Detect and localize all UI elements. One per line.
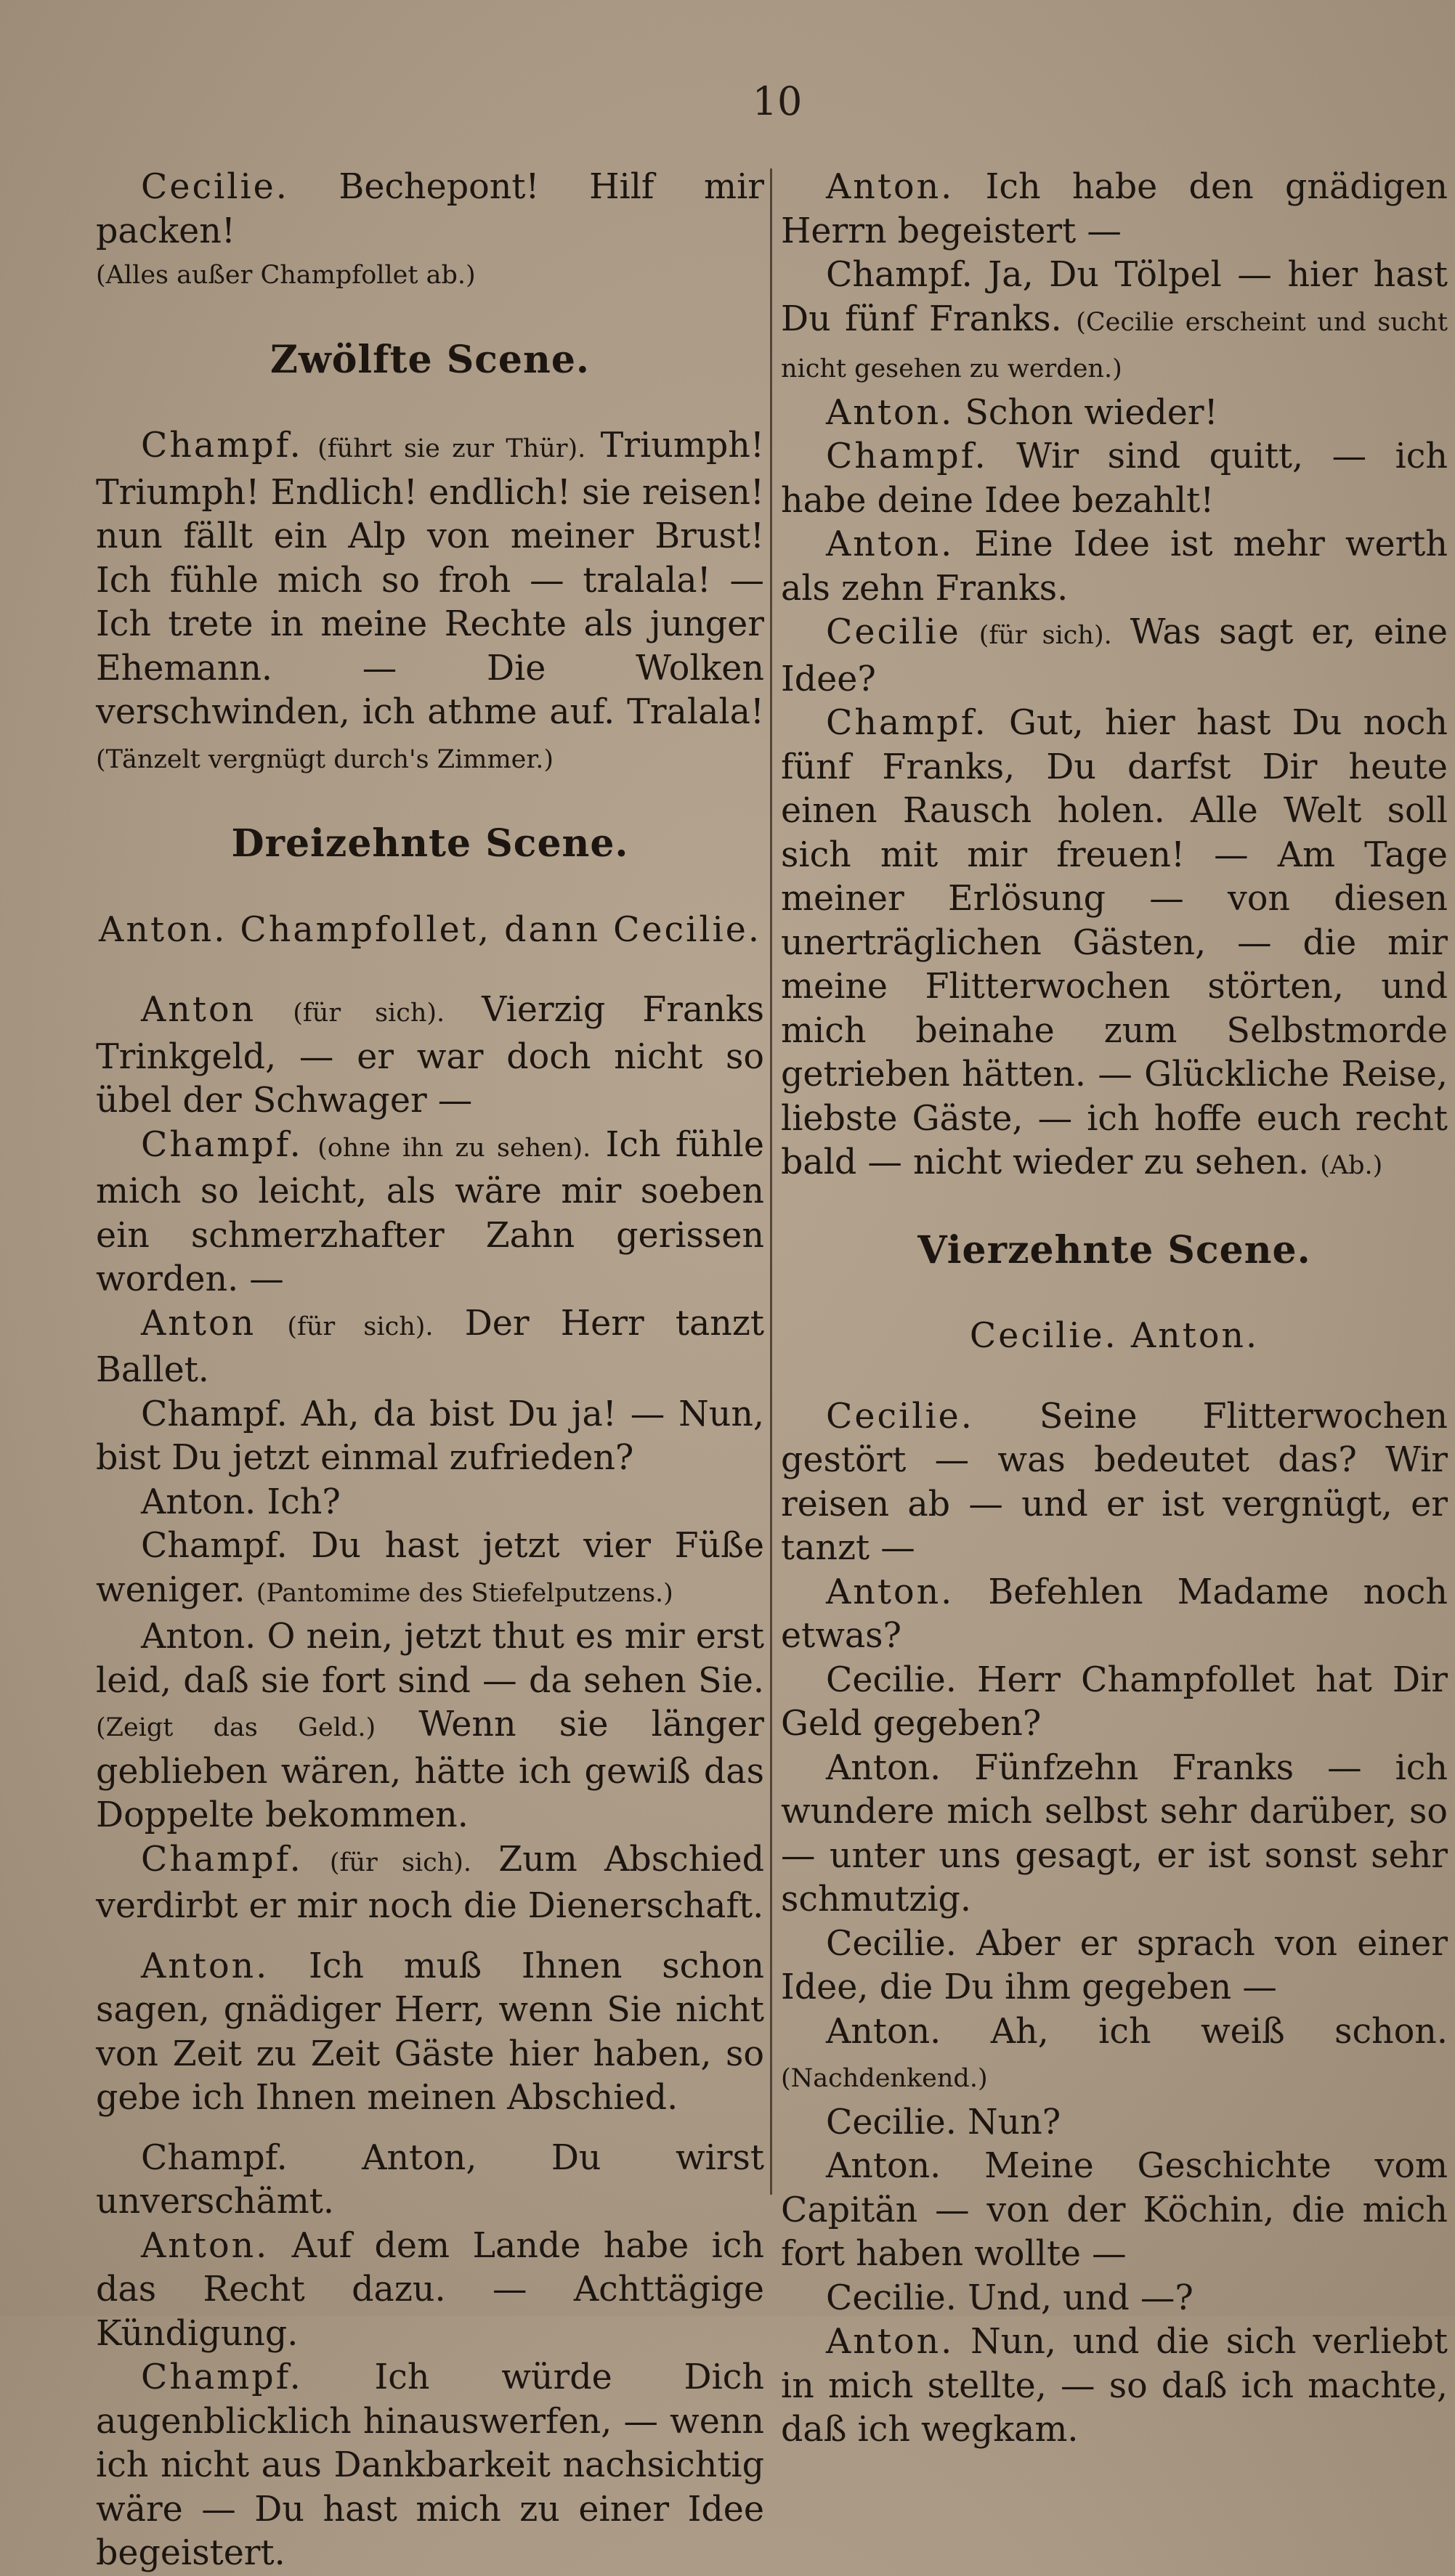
speech-text: Triumph! Triumph! Endlich! endlich! sie reisen! nun fällt ein Alp von meiner Brust! Ich fühle mich so froh — tralala! — Ich trete in meine Rechte als junger Ehemann. — Die Wolken verschwinden, ich athme auf. Tralala! — [96, 426, 764, 732]
speech-cecilie-7 — [781, 2277, 1448, 2321]
scene-cast-13: Anton. Champfollet, dann Cecilie. — [99, 909, 761, 950]
speaker-name: Champf. — [141, 1394, 288, 1434]
speech-text: Nun? — [967, 2102, 1061, 2142]
speaker-name: Anton — [141, 990, 256, 1030]
speech-anton-6 — [96, 2224, 764, 2357]
speech-champf-6 — [96, 2137, 764, 2224]
speech-text: Ah, da bist Du ja! — Nun, bist Du jetzt einmal zufrieden? — [96, 1394, 765, 1478]
speech-text: Fünfzehn Franks — ich wundere mich selbst sehr darüber, so — unter uns gesagt, er ist sonst sehr schmutzig. — [781, 1747, 1448, 1919]
speech-text: Ich? — [267, 1482, 341, 1522]
speech-anton-7 — [781, 166, 1448, 253]
paragraph-gap — [96, 2121, 764, 2137]
speaker-name: Champf. — [141, 1839, 303, 1880]
speech-text: Du hast jetzt vier Füße weniger. — [96, 1526, 764, 1610]
speech-text: Schon wieder! — [965, 392, 1218, 433]
speaker-name: Anton. — [141, 1482, 256, 1522]
speech-text: Auf dem Lande habe ich das Recht dazu. — Achttägige Kündigung. — [96, 2225, 764, 2354]
speech-anton-3 — [96, 1481, 764, 1525]
left-column — [96, 166, 764, 2576]
speech-text: Ah, ich weiß schon. — [990, 2011, 1448, 2052]
speech-anton-4 — [96, 1615, 764, 1838]
speaker-name: Champf. — [826, 436, 988, 476]
speech-text: Ja, Du Tölpel — hier hast Du fünf Franks. — [781, 255, 1448, 339]
speech-champf-1 — [96, 424, 764, 781]
speaker-name: Champf. — [141, 426, 303, 466]
speech-text: Wir sind quitt, — ich habe deine Idee bezahlt! — [781, 436, 1448, 521]
speaker-name: Anton — [141, 1303, 256, 1344]
speech-text: Wenn sie länger geblieben wären, hätte ich gewiß das Doppelte bekommen. — [96, 1705, 764, 1835]
stage-direction: (ohne ihn zu sehen). — [317, 1133, 591, 1163]
speaker-name: Anton. — [826, 392, 955, 433]
stage-direction: (Alles außer Champfollet ab.) — [96, 261, 476, 290]
speech-anton-2 — [96, 1302, 764, 1393]
speech-champf-5 — [96, 1838, 764, 1929]
speech-text: Der Herr tanzt Ballet. — [96, 1303, 764, 1390]
stage-direction: (führt sie zur Thür). — [317, 434, 586, 463]
speaker-name: Anton. — [826, 167, 955, 207]
speech-anton-12 — [781, 2010, 1448, 2101]
speech-anton-10 — [781, 1571, 1448, 1659]
speaker-name: Cecilie. — [826, 1923, 957, 1964]
speech-champf-3 — [96, 1393, 764, 1481]
speech-text: Nun, und die sich verliebt in mich stellte, — so daß ich machte, daß ich wegkam. — [781, 2322, 1448, 2450]
speaker-name: Champf. — [141, 1124, 303, 1165]
speech-text: Meine Geschichte vom Capitän — von der Köchin, die mich fort haben wollte — — [781, 2146, 1448, 2274]
speech-champf-2 — [96, 1124, 764, 1302]
speaker-name: Anton. — [826, 2322, 955, 2362]
speech-anton-8 — [781, 391, 1448, 436]
speech-anton-13 — [781, 2145, 1448, 2277]
speaker-name: Anton. — [826, 524, 955, 564]
scene-cast-14: Cecilie. Anton. — [969, 1316, 1260, 1356]
scene-heading-12: Zwölfte Scene. — [269, 337, 591, 382]
speaker-name: Cecilie. — [826, 2278, 957, 2318]
speech-text: Ich fühle mich so leicht, als wäre mir soeben ein schmerzhafter Zahn gerissen worden. — — [96, 1124, 764, 1299]
speaker-name: Champf. — [141, 2357, 303, 2397]
speech-champf-9 — [781, 435, 1448, 523]
speech-cecilie-6 — [781, 2101, 1448, 2145]
speech-anton-5 — [96, 1945, 764, 2121]
stage-direction: (für sich). — [329, 1848, 472, 1877]
stage-direction: (für sich). — [978, 621, 1112, 650]
speaker-name: Champf. — [141, 1526, 288, 1566]
speech-text: Anton, Du wirst unverschämt. — [96, 2137, 764, 2222]
stage-direction: (für sich). — [287, 1312, 434, 1341]
speech-text: Bechepont! Hilf mir packen! — [96, 167, 764, 251]
speaker-name: Champf. — [826, 703, 988, 743]
speech-cecilie-5 — [781, 1922, 1448, 2010]
speaker-name: Anton. — [141, 1617, 256, 1657]
speech-text: Und, und —? — [967, 2278, 1193, 2318]
speaker-name: Cecilie. — [826, 2102, 957, 2142]
right-column — [781, 166, 1448, 2453]
speech-anton-14 — [781, 2320, 1448, 2453]
stage-direction: (Ab.) — [1320, 1151, 1383, 1180]
speech-champf-10 — [781, 702, 1448, 1188]
page-number: 10 — [752, 78, 803, 124]
speech-champf-4 — [96, 1524, 764, 1615]
speech-champf-7 — [96, 2356, 764, 2576]
stage-direction: (Cecilie erscheint und sucht nicht gesehen zu werden.) — [781, 307, 1448, 383]
speech-text: O nein, jetzt thut es mir erst leid, daß sie fort sind — da sehen Sie. — [96, 1617, 764, 1701]
speech-anton-1 — [96, 988, 764, 1124]
stage-direction: (für sich). — [293, 999, 445, 1028]
speaker-name: Cecilie. — [826, 1659, 957, 1700]
speech-text: Herr Champfollet hat Dir Geld gegeben? — [781, 1659, 1448, 1744]
scene-heading-13: Dreizehnte Scene. — [231, 821, 629, 866]
speech-anton-11 — [781, 1747, 1448, 1922]
speaker-name: Champf. — [826, 255, 973, 295]
speaker-name: Cecilie. — [826, 1396, 974, 1437]
speech-cecilie-1 — [96, 166, 764, 253]
stage-direction: (Nachdenkend.) — [781, 2064, 988, 2093]
speech-champf-8 — [781, 253, 1448, 391]
paragraph-gap — [96, 1929, 764, 1945]
speaker-name: Anton. — [826, 2146, 941, 2186]
speaker-name: Anton. — [141, 2225, 269, 2266]
column-divider — [770, 168, 772, 2195]
scene-heading-14: Vierzehnte Scene. — [917, 1227, 1311, 1272]
speaker-name: Anton. — [826, 2011, 941, 2052]
speech-cecilie-2 — [781, 611, 1448, 702]
speech-text: Aber er sprach von einer Idee, die Du ihm gegeben — — [781, 1923, 1448, 2007]
speech-anton-9 — [781, 523, 1448, 611]
speech-text: Gut, hier hast Du noch fünf Franks, Du darfst Dir heute einen Rausch holen. Alle Welt soll sich mit mir freuen! — Am Tage meiner Erlösung — von diesen unerträglichen Gästen, — die mir meine Flitterwochen störten, und mich beinahe zum Selbstmorde getrieben hätten. — Glückliche Reise, liebste Gäste, — ich hoffe euch recht bald — nicht wieder zu sehen. — [781, 703, 1448, 1182]
stage-direction: (Pantomime des Stiefelputzens.) — [256, 1578, 673, 1608]
speaker-name: Cecilie. — [141, 167, 289, 207]
speech-text: Befehlen Madame noch etwas? — [781, 1572, 1448, 1656]
speaker-name: Champf. — [141, 2137, 288, 2178]
speech-cecilie-4 — [781, 1659, 1448, 1747]
speech-text: Ich würde Dich augenblicklich hinauswerfen, — wenn ich nicht aus Dankbarkeit nachsichtig wäre — Du hast mich zu einer Idee begeistert. — [96, 2357, 764, 2573]
speaker-name: Anton. — [826, 1747, 941, 1788]
stage-direction: (Zeigt das Geld.) — [96, 1713, 376, 1742]
speech-text: Ich muß Ihnen schon sagen, gnädiger Herr, wenn Sie nicht von Zeit zu Zeit Gäste hier haben, so gebe ich Ihnen meinen Abschied. — [96, 1946, 764, 2118]
speech-text: Seine Flitterwochen gestört — was bedeutet das? Wir reisen ab — und er ist vergnügt, er tanzt — — [781, 1396, 1448, 1568]
speech-cecilie-3 — [781, 1395, 1448, 1571]
stage-direction: (Tänzelt vergnügt durch's Zimmer.) — [96, 744, 554, 774]
speaker-name: Anton. — [826, 1572, 955, 1612]
speaker-name: Cecilie — [826, 612, 961, 652]
speech-text: Was sagt er, eine Idee? — [781, 612, 1448, 699]
speaker-name: Anton. — [141, 1946, 269, 1986]
speech-text: Ich habe den gnädigen Herrn begeistert — — [781, 167, 1448, 251]
speech-text: Eine Idee ist mehr werth als zehn Franks. — [781, 524, 1448, 609]
speech-text: Vierzig Franks Trinkgeld, — er war doch nicht so übel der Schwager — — [96, 990, 764, 1121]
speech-text: Zum Abschied verdirbt er mir noch die Dienerschaft. — [96, 1839, 764, 1926]
